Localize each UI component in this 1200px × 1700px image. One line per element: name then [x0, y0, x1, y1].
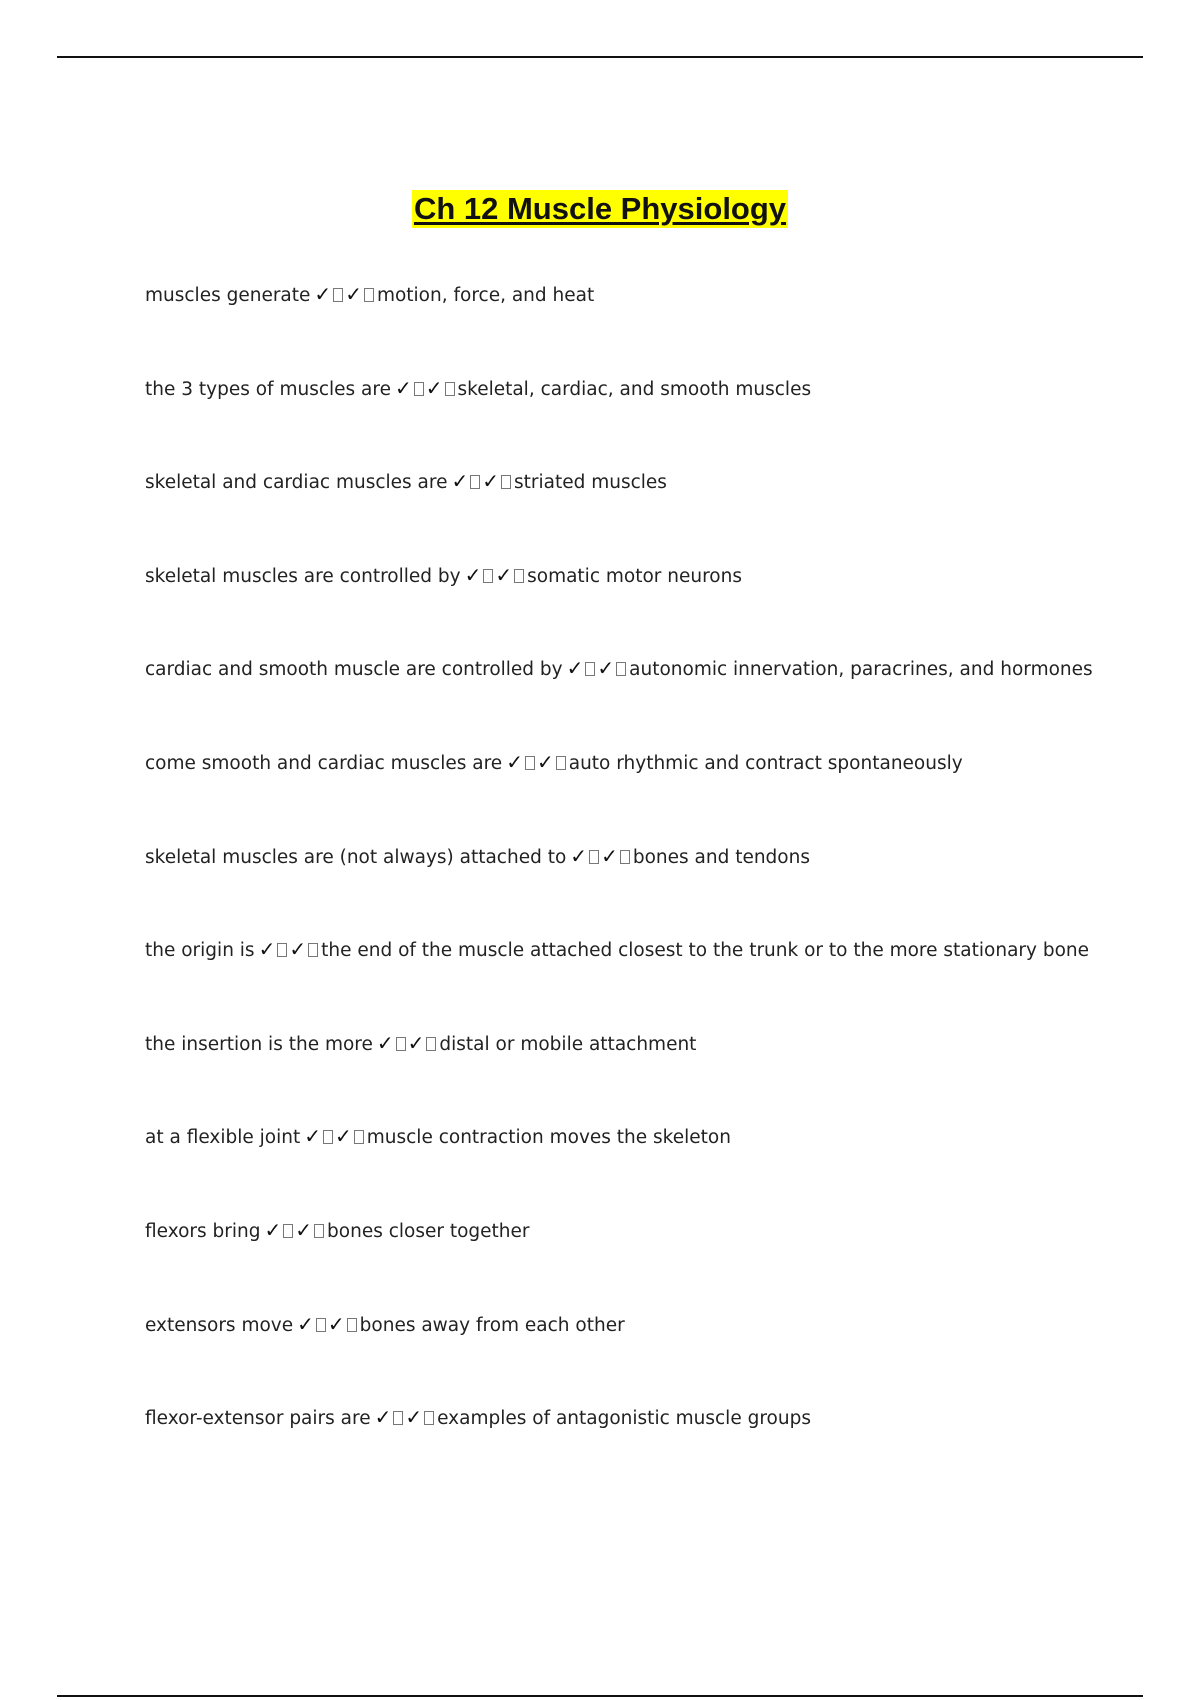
- page-title: Ch 12 Muscle Physiology: [413, 191, 787, 226]
- qa-list: [145, 282, 1145, 1499]
- bottom-rule: [57, 1695, 1143, 1697]
- qa-item: [145, 1124, 1145, 1218]
- answer-text: bones closer together: [327, 1220, 530, 1242]
- question-text: extensors move: [145, 1314, 294, 1336]
- answer-text: distal or mobile attachment: [439, 1033, 697, 1055]
- question-text: skeletal muscles are controlled by: [145, 565, 461, 587]
- check-separator-icon: ✓ ✓: [465, 563, 527, 589]
- check-separator-icon: ✓ ✓: [451, 469, 513, 495]
- answer-text: skeletal, cardiac, and smooth muscles: [457, 378, 812, 400]
- question-text: the origin is: [145, 940, 255, 962]
- answer-text: muscle contraction moves the skeleton: [366, 1127, 731, 1149]
- question-text: flexor-extensor pairs are: [145, 1408, 371, 1430]
- answer-text: auto rhythmic and contract spontaneously: [568, 752, 963, 774]
- qa-item: [145, 750, 1145, 844]
- question-text: the 3 types of muscles are: [145, 378, 391, 400]
- qa-item: [145, 376, 1145, 470]
- qa-item: [145, 1405, 1145, 1499]
- check-separator-icon: ✓ ✓: [265, 1218, 327, 1244]
- answer-text: striated muscles: [514, 472, 667, 494]
- check-separator-icon: ✓ ✓: [395, 376, 457, 402]
- check-separator-icon: ✓ ✓: [314, 282, 376, 308]
- question-text: the insertion is the more: [145, 1033, 373, 1055]
- answer-text: motion, force, and heat: [376, 285, 595, 306]
- answer-text: autonomic innervation, paracrines, and hormones: [629, 659, 1093, 681]
- question-text: flexors bring: [145, 1220, 261, 1242]
- check-separator-icon: ✓ ✓: [377, 1031, 439, 1057]
- qa-item: [145, 1031, 1145, 1125]
- question-text: cardiac and smooth muscle are controlled by: [145, 659, 563, 681]
- question-text: skeletal muscles are (not always) attached to: [145, 846, 567, 868]
- title-container: [0, 190, 1200, 228]
- qa-item: [145, 937, 1145, 1031]
- answer-text: somatic motor neurons: [527, 565, 742, 587]
- check-separator-icon: ✓ ✓: [259, 937, 321, 963]
- question-text: come smooth and cardiac muscles are: [145, 752, 503, 774]
- check-separator-icon: ✓ ✓: [297, 1312, 359, 1338]
- answer-text: bones away from each other: [359, 1314, 625, 1336]
- qa-item: [145, 844, 1145, 938]
- question-text: at a flexible joint: [145, 1127, 301, 1149]
- question-text: skeletal and cardiac muscles are: [145, 472, 448, 494]
- qa-item: [145, 563, 1145, 657]
- qa-item: [145, 656, 1145, 750]
- check-separator-icon: ✓ ✓: [304, 1124, 366, 1150]
- answer-text: bones and tendons: [632, 846, 810, 868]
- answer-text: the end of the muscle attached closest to the trunk or to the more stationary bone: [321, 940, 1090, 962]
- qa-item: [145, 1312, 1145, 1406]
- qa-item: [145, 469, 1145, 563]
- answer-text: examples of antagonistic muscle groups: [437, 1408, 811, 1430]
- qa-item: [145, 1218, 1145, 1312]
- qa-item: [145, 282, 1145, 376]
- check-separator-icon: ✓ ✓: [567, 656, 629, 682]
- check-separator-icon: ✓ ✓: [506, 750, 568, 776]
- check-separator-icon: ✓ ✓: [570, 844, 632, 870]
- top-rule: [57, 56, 1143, 58]
- check-separator-icon: ✓ ✓: [375, 1405, 437, 1431]
- question-text: muscles generate: [145, 285, 311, 306]
